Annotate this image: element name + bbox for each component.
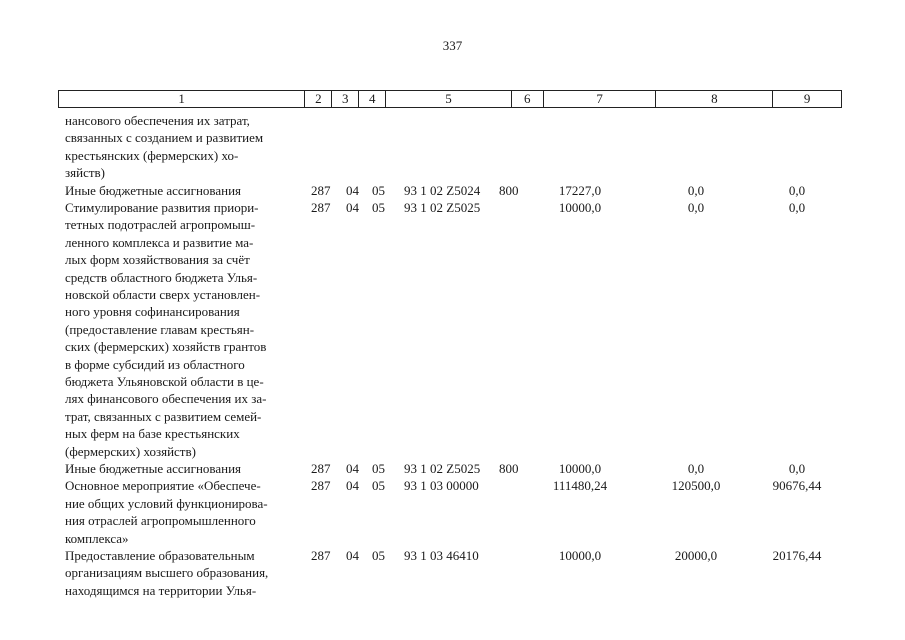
header-col-3: 3 [332, 91, 359, 107]
cell-col-6: 800 [499, 460, 519, 476]
cell-col-7: 10000,0 [558, 460, 602, 476]
description-line: нансового обеспечения их затрат, [65, 113, 250, 128]
cell-col-5: 93 1 02 Z5024 [404, 182, 481, 198]
description-line: лях финансового обеспечения их за- [65, 391, 267, 407]
cell-col-5: 93 1 02 Z5025 [404, 199, 481, 215]
cell-col-8: 0,0 [687, 460, 705, 476]
description-line: находящимся на территории Улья- [65, 582, 257, 598]
description-line: Основное мероприятие «Обеспече- [65, 478, 261, 494]
description-line: ние общих условий функционирова- [65, 495, 268, 511]
cell-col-5: 93 1 03 00000 [404, 478, 479, 494]
row-description [65, 199, 302, 460]
table-row [0, 477, 905, 547]
cell-col-4: 05 [372, 182, 385, 198]
cell-col-3: 04 [346, 199, 359, 215]
cell-col-2: 287 [311, 460, 331, 476]
row-description [65, 477, 302, 547]
description-line: крестьянских (фермерских) хо- [65, 147, 239, 163]
header-col-8: 8 [656, 91, 773, 107]
cell-col-3: 04 [346, 478, 359, 494]
cell-col-8: 0,0 [687, 182, 705, 198]
cell-col-8: 0,0 [687, 199, 705, 215]
cell-col-4: 05 [372, 199, 385, 215]
cell-col-5: 93 1 02 Z5025 [404, 460, 481, 476]
description-line: средств областного бюджета Улья- [65, 269, 258, 285]
cell-col-2: 287 [311, 547, 331, 563]
table-row [0, 199, 905, 460]
header-col-7: 7 [544, 91, 657, 107]
cell-col-7: 111480,24 [552, 478, 608, 494]
cell-col-7: 10000,0 [558, 199, 602, 215]
cell-col-4: 05 [372, 460, 385, 476]
cell-col-8: 120500,0 [671, 478, 721, 494]
description-line: лых форм хозяйствования за счёт [65, 252, 250, 268]
table-row [0, 547, 905, 599]
description-line: бюджета Ульяновской области в це- [65, 374, 264, 390]
description-line: комплекса» [65, 530, 129, 546]
description-line: связанных с созданием и развитием [65, 130, 264, 146]
description-line: (предоставление главам крестьян- [65, 321, 255, 337]
cell-col-8: 20000,0 [674, 547, 718, 563]
cell-col-5: 93 1 03 46410 [404, 547, 479, 563]
cell-col-2: 287 [311, 199, 331, 215]
description-line: ских (фермерских) хозяйств грантов [65, 339, 267, 355]
cell-col-7: 10000,0 [558, 547, 602, 563]
row-description [65, 112, 302, 182]
cell-col-7: 17227,0 [558, 182, 602, 198]
table-row [0, 182, 905, 199]
row-description [65, 182, 302, 199]
table-body [0, 112, 905, 599]
description-line: ных ферм на базе крестьянских [65, 426, 240, 442]
cell-col-4: 05 [372, 478, 385, 494]
cell-col-9: 90676,44 [772, 478, 822, 494]
header-col-2: 2 [305, 91, 332, 107]
cell-col-9: 0,0 [788, 182, 806, 198]
description-line: ленного комплекса и развитие ма- [65, 234, 254, 250]
description-line: новской области сверх установлен- [65, 287, 261, 303]
header-col-4: 4 [359, 91, 386, 107]
description-line: Иные бюджетные ассигнования [65, 460, 242, 476]
header-col-6: 6 [512, 91, 544, 107]
cell-col-3: 04 [346, 547, 359, 563]
description-line: тетных подотраслей агропромыш- [65, 217, 256, 233]
cell-col-6: 800 [499, 182, 519, 198]
header-col-9: 9 [803, 91, 811, 106]
row-description [65, 460, 302, 477]
cell-col-9: 0,0 [788, 199, 806, 215]
cell-col-4: 05 [372, 547, 385, 563]
description-line: зяйств) [65, 165, 105, 181]
table-row [0, 460, 905, 477]
cell-col-9: 20176,44 [772, 547, 822, 563]
header-col-1: 1 [59, 91, 305, 107]
cell-col-2: 287 [311, 182, 331, 198]
description-line: организациям высшего образования, [65, 565, 269, 581]
description-line: в форме субсидий из областного [65, 356, 245, 372]
description-line: ния отраслей агропромышленного [65, 513, 256, 529]
table-row [0, 112, 905, 182]
row-description [65, 547, 302, 599]
description-line: трат, связанных с развитием семей- [65, 408, 262, 424]
table-header [58, 90, 842, 108]
page-number: 337 [442, 38, 463, 53]
description-line: (фермерских) хозяйств) [65, 443, 196, 459]
cell-col-2: 287 [311, 478, 331, 494]
header-col-5: 5 [386, 91, 512, 107]
description-line: Предоставление образовательным [65, 547, 255, 563]
cell-col-3: 04 [346, 182, 359, 198]
description-line: Стимулирование развития приори- [65, 199, 259, 215]
description-line: ного уровня софинансирования [65, 304, 240, 320]
cell-col-9: 0,0 [788, 460, 806, 476]
cell-col-3: 04 [346, 460, 359, 476]
description-line: Иные бюджетные ассигнования [65, 182, 242, 198]
